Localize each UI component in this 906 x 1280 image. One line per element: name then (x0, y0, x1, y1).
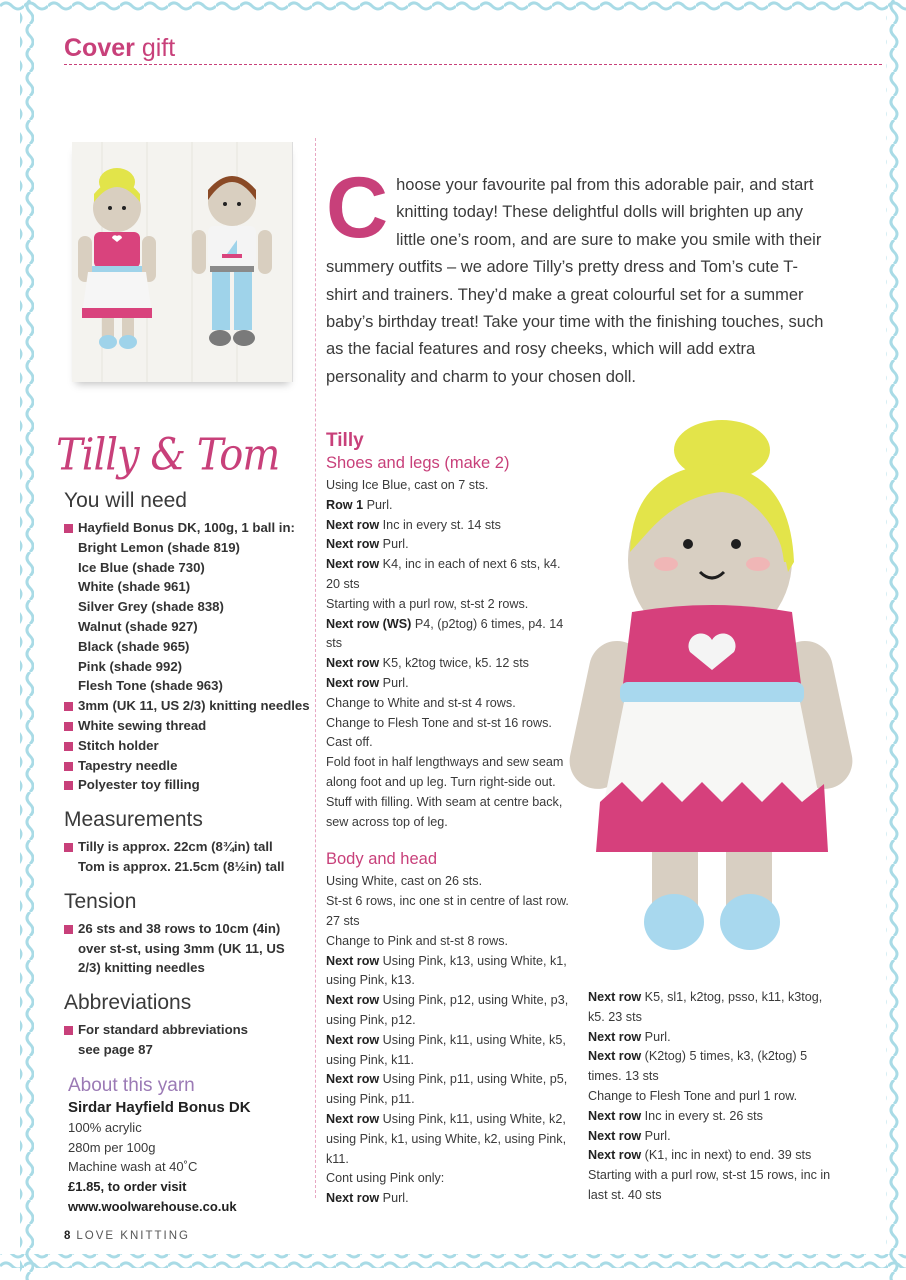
measurements-list (64, 837, 314, 877)
pattern-line: Next row K4, inc in each of next 6 sts, k4. 20 sts (326, 557, 561, 591)
pattern-line: Next row K5, k2tog twice, k5. 12 sts (326, 656, 529, 671)
list-item: Bright Lemon (shade 819) (78, 539, 240, 555)
list-item: Silver Grey (shade 838) (78, 599, 224, 615)
pattern-line: St-st 6 rows, inc one st in centre of last row. 27 sts (326, 894, 569, 928)
list-item: Pink (shade 992) (78, 658, 183, 674)
pattern-line: Change to Pink and st-st 8 rows. (326, 933, 509, 948)
pattern-subtitle: Shoes and legs (make 2) (326, 454, 510, 472)
header-rest: gift (141, 34, 176, 62)
pattern-subtitle: Body and head (326, 850, 438, 869)
pattern-line: Next row Using Pink, k13, using White, k1, using Pink, k13. (326, 953, 567, 988)
yarn-price: £1.85, to order visit (68, 1179, 187, 1195)
pattern-line: Change to Flesh Tone and st-st 16 rows. (326, 715, 552, 730)
pattern-line: Next row Purl. (326, 537, 409, 552)
list-item: Tapestry needle (64, 756, 314, 776)
pattern-line: Change to Flesh Tone and purl 1 row. (588, 1088, 798, 1103)
pattern-line: Next row (K2tog) 5 times, k3, (k2tog) 5 times. 13 sts (588, 1049, 808, 1084)
pattern-line: Next row Purl. (326, 1191, 409, 1206)
tension-list (64, 919, 314, 978)
pattern-line: Next row Using Pink, p11, using White, p5, using Pink, p11. (326, 1072, 568, 1107)
list-item: Black (shade 965) (78, 638, 190, 654)
materials-column (64, 488, 314, 1217)
pattern-line: Next row Purl. (588, 1029, 671, 1044)
pattern-line: Starting with a purl row, st-st 15 rows, inc in last st. 40 sts (588, 1168, 831, 1202)
abbreviations-heading: Abbreviations (64, 991, 192, 1015)
list-item: over st-st, using 3mm (UK 11, US (78, 940, 285, 956)
list-item: Hayfield Bonus DK, 100g, 1 ball in: (64, 518, 314, 538)
list-item: Tom is approx. 21.5cm (8½in) tall (78, 858, 285, 874)
pattern-column (326, 430, 571, 1209)
yarn-detail: Machine wash at 40˚C (68, 1159, 198, 1175)
pattern-line: Next row (K1, inc in next) to end. 39 sts (588, 1148, 812, 1163)
pattern-line: Using White, cast on 26 sts. (326, 874, 483, 889)
list-item: see page 87 (78, 1041, 153, 1057)
list-item: White (shade 961) (78, 579, 191, 595)
yarn-detail: 100% acrylic (68, 1119, 142, 1135)
yarn-name: Sirdar Hayfield Bonus DK (68, 1098, 251, 1116)
pattern-line: Next row (WS) P4, (p2tog) 6 times, p4. 14 sts (326, 616, 564, 651)
pattern-line: Next row K5, sl1, k2tog, psso, k11, k3tog, k5. 23 sts (588, 990, 823, 1024)
intro-paragraph (326, 160, 826, 391)
pattern-line: Next row Purl. (326, 675, 409, 690)
tilly-tom-photo (72, 142, 293, 382)
pattern-line: Starting with a purl row, st-st 2 rows. (326, 596, 529, 611)
pattern-line: Next row Using Pink, p12, using White, p3, using Pink, p12. (326, 993, 569, 1027)
abbreviations-list (64, 1020, 314, 1060)
pattern-line: Next row Inc in every st. 26 sts (588, 1108, 763, 1123)
list-item: Polyester toy filling (64, 775, 314, 795)
pattern-line: Change to White and st-st 4 rows. (326, 695, 516, 710)
you-will-need-list (64, 518, 314, 795)
page-footer (64, 1230, 190, 1242)
pattern-line: Next row Inc in every st. 14 sts (326, 517, 501, 532)
list-item: Flesh Tone (shade 963) (78, 678, 223, 694)
pattern-line: Using Ice Blue, cast on 7 sts. (326, 478, 489, 492)
tension-heading: Tension (64, 889, 137, 913)
measurements-heading: Measurements (64, 808, 203, 832)
yarn-info (64, 1074, 314, 1217)
yarn-heading: About this yarn (68, 1074, 195, 1096)
page-number: 8 (64, 1230, 71, 1242)
pattern-line: Fold foot in half lengthways and sew seam along foot and up leg. Turn right-side out. Stuff with filling. With seam at centre back, sew across top of leg. (326, 755, 564, 829)
list-item: 3mm (UK 11, US 2/3) knitting needles (64, 696, 314, 716)
magazine-name: LOVE KNITTING (76, 1230, 190, 1242)
drop-cap: C (326, 160, 389, 256)
list-item: Ice Blue (shade 730) (78, 559, 205, 575)
list-item: Stitch holder (64, 736, 314, 756)
header-bold: Cover (64, 34, 135, 62)
two-dolls-illustration (72, 142, 292, 382)
yarn-detail: 280m per 100g (68, 1139, 156, 1155)
column-divider (315, 138, 316, 1198)
list-item: White sewing thread (64, 716, 314, 736)
intro-text: hoose your favourite pal from this adorable pair, and start knitting today! These delightful dolls will brighten up any little one’s room, and are sure to make you smile with their summery outfits – we adore Tilly’s pretty dress and Tom’s cute T-shirt and trainers. They’d make a great colourful set for a summer baby’s birthday treat! Take your time with the finishing touches, such as the facial features and rosy cheeks, which will add extra personality and charm to your chosen doll. (326, 176, 824, 386)
pattern-line: Row 1 Purl. (326, 497, 393, 512)
list-item: Walnut (shade 927) (78, 618, 198, 634)
pattern-title: Tilly (326, 430, 364, 451)
script-title: Tilly & Tom (56, 429, 280, 481)
pattern-line: Next row Using Pink, k11, using White, k2, using Pink, k1, using White, k2, using Pink, k11. (326, 1111, 567, 1166)
yarn-url: www.woolwarehouse.co.uk (68, 1198, 237, 1214)
pattern-line: Next row Using Pink, k11, using White, k5, using Pink, k11. (326, 1032, 566, 1067)
pattern-line: Cont using Pink only: (326, 1171, 445, 1186)
you-will-need-heading: You will need (64, 489, 187, 512)
list-item: Tilly is approx. 22cm (8¾in) tall (64, 837, 314, 857)
pattern-line: Cast off. (326, 735, 373, 750)
header-rule (64, 64, 882, 65)
pattern-line: Next row Purl. (588, 1128, 671, 1143)
list-item: 26 sts and 38 rows to 10cm (4in) (64, 919, 314, 939)
section-header (64, 34, 175, 63)
list-item: For standard abbreviations (64, 1020, 314, 1040)
list-item: 2/3) knitting needles (78, 960, 205, 976)
tilly-doll-illustration (562, 412, 862, 972)
pattern-continued-column (588, 988, 838, 1206)
